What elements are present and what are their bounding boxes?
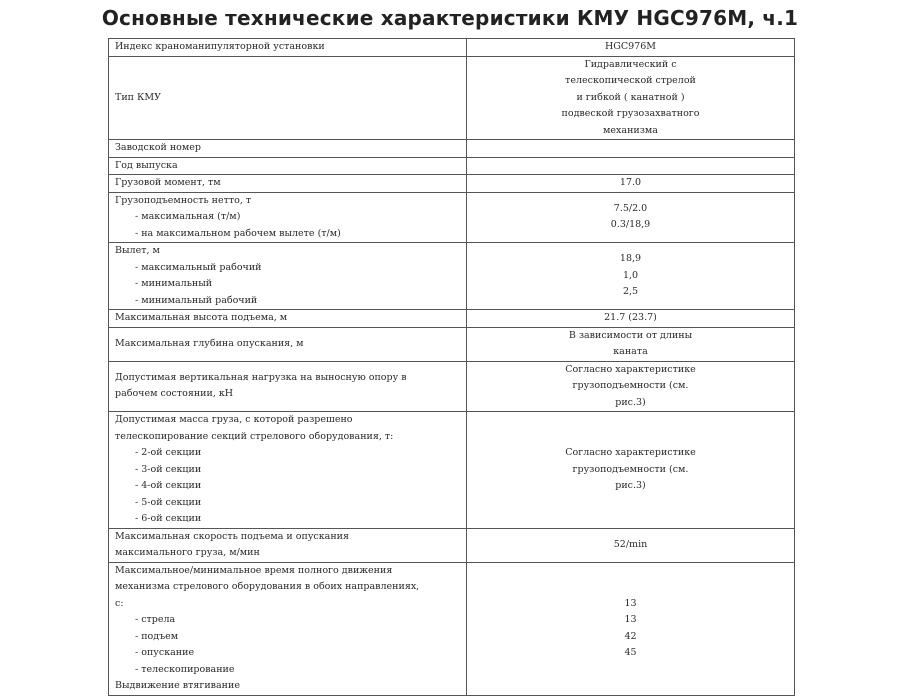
param-text: - максимальный рабочий — [135, 261, 262, 273]
table-row — [109, 562, 795, 695]
param-text: механизма стрелового оборудования в обоих направлениях, — [115, 581, 420, 592]
value-cell — [467, 175, 795, 193]
table-row — [109, 327, 795, 361]
param-cell — [109, 39, 467, 57]
value-cell — [467, 243, 795, 310]
param-text: - стрела — [135, 614, 176, 625]
page-title: Основные технические характеристики КМУ HGC976M, ч.1 — [101, 6, 799, 30]
param-text: - телескопирование — [135, 663, 235, 675]
param-text: Грузовой момент, тм — [115, 177, 221, 188]
table-row — [109, 528, 795, 562]
table-row — [109, 56, 795, 140]
value-text: 18,9 — [619, 253, 642, 265]
value-text: В зависимости от длины — [568, 329, 693, 341]
table-row — [109, 243, 795, 310]
table-row — [109, 310, 795, 328]
param-text: - минимальный рабочий — [135, 294, 258, 306]
value-text: Согласно характеристике — [565, 447, 696, 458]
param-text: Допустимая масса груза, с которой разрешено — [115, 414, 353, 425]
param-text: Выдвижение втягивание — [115, 680, 240, 691]
param-text: - подъем — [135, 630, 179, 642]
value-spacer — [473, 563, 788, 580]
value-text: 17.0 — [619, 177, 642, 188]
param-cell — [109, 140, 467, 158]
value-cell — [467, 412, 795, 529]
value-text — [473, 140, 788, 157]
param-cell — [109, 175, 467, 193]
value-text: Гидравлический с — [584, 58, 677, 70]
value-cell — [467, 528, 795, 562]
param-text: Грузоподъемность нетто, т — [115, 194, 252, 206]
value-cell — [467, 157, 795, 175]
param-text: - 2-ой секции — [135, 447, 202, 458]
param-text: - 6-ой секции — [135, 513, 202, 524]
value-text: рис.3) — [615, 480, 646, 491]
value-text: подвеской грузозахватного — [561, 108, 700, 119]
param-cell — [109, 327, 467, 361]
value-spacer — [473, 579, 788, 596]
param-text: рабочем состоянии, кН — [115, 388, 234, 400]
param-text: - 5-ой секции — [135, 496, 202, 508]
value-text: 13 — [624, 597, 637, 609]
value-text: 45 — [624, 647, 637, 658]
value-text — [473, 158, 788, 175]
value-text: 7.5/2.0 — [613, 202, 648, 214]
table-row — [109, 175, 795, 193]
param-text: Максимальное/минимальное время полного движения — [115, 564, 393, 576]
param-text: Максимальная высота подъема, м — [115, 312, 288, 323]
param-cell — [109, 157, 467, 175]
param-cell — [109, 361, 467, 412]
param-text: - максимальная (т/м) — [135, 211, 241, 222]
param-cell — [109, 412, 467, 529]
value-text: рис.3) — [615, 396, 646, 408]
table-row — [109, 140, 795, 158]
value-spacer — [473, 662, 788, 679]
param-text: Вылет, м — [115, 245, 160, 256]
param-text: Индекс краноманипуляторной установки — [115, 41, 325, 52]
value-text: Согласно характеристике — [565, 363, 696, 375]
table-row — [109, 412, 795, 529]
param-cell — [109, 528, 467, 562]
param-text: максимального груза, м/мин — [115, 547, 260, 558]
value-text: 42 — [624, 630, 637, 642]
param-cell — [109, 562, 467, 695]
param-cell — [109, 310, 467, 328]
value-cell — [467, 192, 795, 243]
value-cell — [467, 562, 795, 695]
param-text: - опускание — [135, 647, 195, 658]
value-text: 52/min — [613, 538, 648, 550]
value-text: 2,5 — [622, 286, 639, 298]
param-text: Допустимая вертикальная нагрузка на выносную опору в — [115, 371, 407, 383]
value-text: 13 — [624, 614, 637, 625]
value-cell — [467, 39, 795, 57]
param-text: Год выпуска — [115, 159, 178, 171]
specs-table — [108, 38, 795, 696]
table-row — [109, 39, 795, 57]
value-cell — [467, 310, 795, 328]
value-text: 1,0 — [622, 269, 639, 281]
param-text: Тип КМУ — [115, 91, 161, 103]
value-text: механизма — [603, 124, 658, 136]
value-cell — [467, 56, 795, 140]
value-text: грузоподъемности (см. — [572, 463, 689, 475]
value-text: 0.3/18,9 — [610, 219, 651, 231]
param-text: Максимальная скорость подъема и опускания — [115, 530, 350, 542]
param-text: Максимальная глубина опускания, м — [115, 337, 304, 349]
param-text: - 4-ой секции — [135, 480, 202, 491]
table-row — [109, 361, 795, 412]
value-text: каната — [613, 346, 648, 357]
param-text: с: — [115, 597, 124, 609]
param-text: телескопирование секций стрелового оборудования, т: — [115, 430, 394, 442]
param-cell — [109, 56, 467, 140]
table-row — [109, 157, 795, 175]
param-text: Заводской номер — [115, 142, 201, 153]
param-text: - минимальный — [135, 278, 213, 289]
param-text: - 3-ой секции — [135, 463, 202, 475]
param-cell — [109, 243, 467, 310]
value-spacer — [473, 678, 788, 695]
value-cell — [467, 327, 795, 361]
value-text: 21.7 (23.7) — [604, 312, 657, 323]
param-text: - на максимальном рабочем вылете (т/м) — [135, 227, 341, 239]
value-text: и гибкой ( канатной ) — [576, 91, 685, 103]
value-cell — [467, 140, 795, 158]
value-cell — [467, 361, 795, 412]
value-text: HGC976M — [604, 41, 656, 52]
param-cell — [109, 192, 467, 243]
value-text: телескопической стрелой — [565, 75, 696, 86]
table-row — [109, 192, 795, 243]
value-text: грузоподъемности (см. — [572, 380, 689, 391]
